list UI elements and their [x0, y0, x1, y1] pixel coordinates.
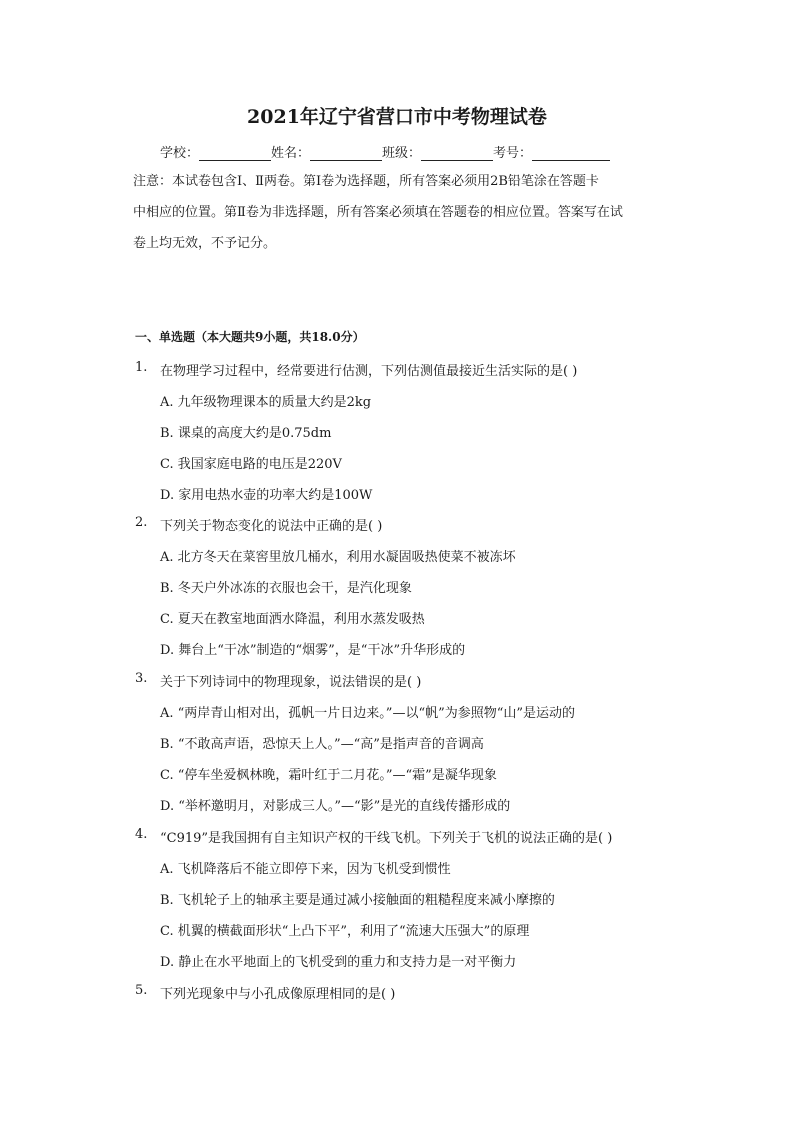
- question-number: 5.: [135, 983, 148, 998]
- exam-no-label: 考号：: [493, 146, 533, 161]
- question-number: 1.: [135, 360, 148, 375]
- name-blank[interactable]: [310, 146, 382, 161]
- section-heading: 一、单选题（本大题共9小题，共18.0分）: [135, 330, 365, 344]
- name-label: 姓名：: [271, 146, 311, 161]
- student-info-row: [160, 142, 610, 161]
- option-b[interactable]: B. 课桌的高度大约是0.75dm: [160, 426, 332, 441]
- question-number: 3.: [135, 671, 148, 686]
- notice-line: 中相应的位置。第Ⅱ卷为非选择题，所有答案必须填在答题卷的相应位置。答案写在试: [133, 205, 623, 220]
- question-number: 2.: [135, 515, 148, 530]
- option-c[interactable]: C. 夏天在教室地面洒水降温，利用水蒸发吸热: [160, 612, 425, 627]
- option-d[interactable]: D. “举杯邀明月，对影成三人。”—“影”是光的直线传播形成的: [160, 799, 511, 814]
- option-b[interactable]: B. 飞机轮子上的轴承主要是通过减小接触面的粗糙程度来减小摩擦的: [160, 893, 555, 908]
- question-number: 4.: [135, 827, 148, 842]
- option-c[interactable]: C. “停车坐爱枫林晚，霜叶红于二月花。”—“霜”是凝华现象: [160, 768, 497, 783]
- question-text: 关于下列诗词中的物理现象，说法错误的是( ): [160, 675, 422, 690]
- class-blank[interactable]: [421, 146, 493, 161]
- notice-block: [133, 166, 669, 259]
- option-a[interactable]: A. “两岸青山相对出，孤帆一片日边来。”—以“帆”为参照物“山”是运动的: [160, 706, 576, 721]
- option-c[interactable]: C. 机翼的横截面形状“上凸下平”，利用了“流速大压强大”的原理: [160, 924, 530, 939]
- option-b[interactable]: B. “不敢高声语，恐惊天上人。”—“高”是指声音的音调高: [160, 737, 484, 752]
- option-a[interactable]: A. 北方冬天在菜窖里放几桶水，利用水凝固吸热使菜不被冻坏: [160, 550, 516, 565]
- exam-no-blank[interactable]: [532, 146, 610, 161]
- option-a[interactable]: A. 飞机降落后不能立即停下来，因为飞机受到惯性: [160, 862, 451, 877]
- option-d[interactable]: D. 家用电热水壶的功率大约是100W: [160, 488, 373, 503]
- option-b[interactable]: B. 冬天户外冰冻的衣服也会干，是汽化现象: [160, 581, 412, 596]
- question-text: 下列光现象中与小孔成像原理相同的是( ): [160, 987, 396, 1002]
- notice-line: 卷上均无效，不予记分。: [133, 236, 277, 251]
- question-text: 在物理学习过程中，经常要进行估测，下列估测值最接近生活实际的是( ): [160, 364, 578, 379]
- option-a[interactable]: A. 九年级物理课本的质量大约是2kg: [160, 395, 372, 410]
- school-label: 学校：: [160, 146, 200, 161]
- page-title: 2021年辽宁省营口市中考物理试卷: [247, 106, 547, 128]
- class-label: 班级：: [382, 146, 422, 161]
- option-d[interactable]: D. 静止在水平地面上的飞机受到的重力和支持力是一对平衡力: [160, 955, 517, 970]
- option-d[interactable]: D. 舞台上“干冰”制造的“烟雾”，是“干冰”升华形成的: [160, 643, 466, 658]
- option-c[interactable]: C. 我国家庭电路的电压是220V: [160, 457, 342, 472]
- question-text: “C919”是我国拥有自主知识产权的干线飞机。下列关于飞机的说法正确的是( ): [160, 831, 613, 846]
- question-text: 下列关于物态变化的说法中正确的是( ): [160, 519, 383, 534]
- school-blank[interactable]: [199, 146, 271, 161]
- notice-line: 注意：本试卷包含Ⅰ、Ⅱ两卷。第Ⅰ卷为选择题，所有答案必须用2B铅笔涂在答题卡: [133, 174, 599, 189]
